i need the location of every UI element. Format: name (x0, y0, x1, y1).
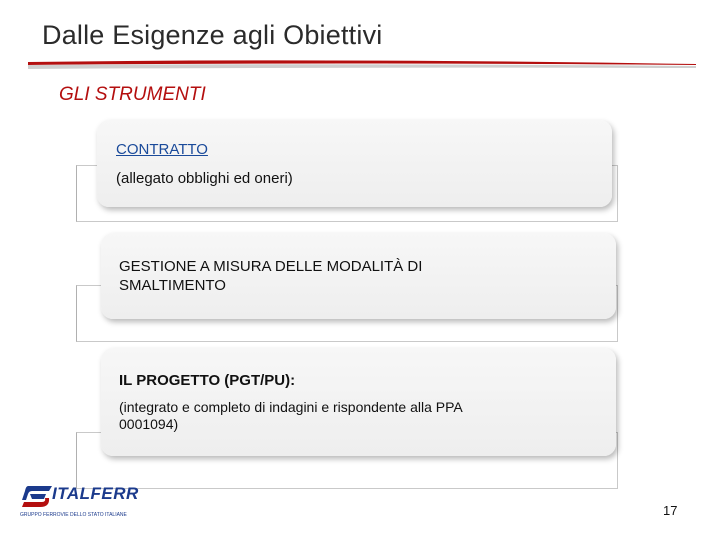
contratto-note: (allegato obblighi ed oneri) (116, 170, 293, 187)
gestione-line-2: SMALTIMENTO (119, 277, 226, 294)
progetto-line-1: (integrato e completo di indagini e rispondente alla PPA (119, 399, 463, 415)
section-subtitle: GLI STRUMENTI (59, 84, 206, 105)
slide-title: Dalle Esigenze agli Obiettivi (42, 20, 383, 50)
fs-logo-icon (20, 480, 54, 512)
page-number: 17 (663, 503, 678, 518)
card-progetto (101, 348, 616, 456)
progetto-line-2: 0001094) (119, 416, 179, 432)
gestione-line-1: GESTIONE A MISURA DELLE MODALITÀ DI (119, 258, 423, 275)
logo-name: ITALFERR (52, 484, 139, 503)
title-underline (28, 56, 696, 72)
logo-tagline: GRUPPO FERROVIE DELLO STATO ITALIANE (20, 512, 127, 518)
contratto-link[interactable]: CONTRATTO (116, 141, 208, 158)
card-contratto (97, 120, 612, 207)
italferr-logo (20, 480, 140, 522)
card-gestione (101, 233, 616, 319)
progetto-heading: IL PROGETTO (PGT/PU): (119, 372, 296, 389)
